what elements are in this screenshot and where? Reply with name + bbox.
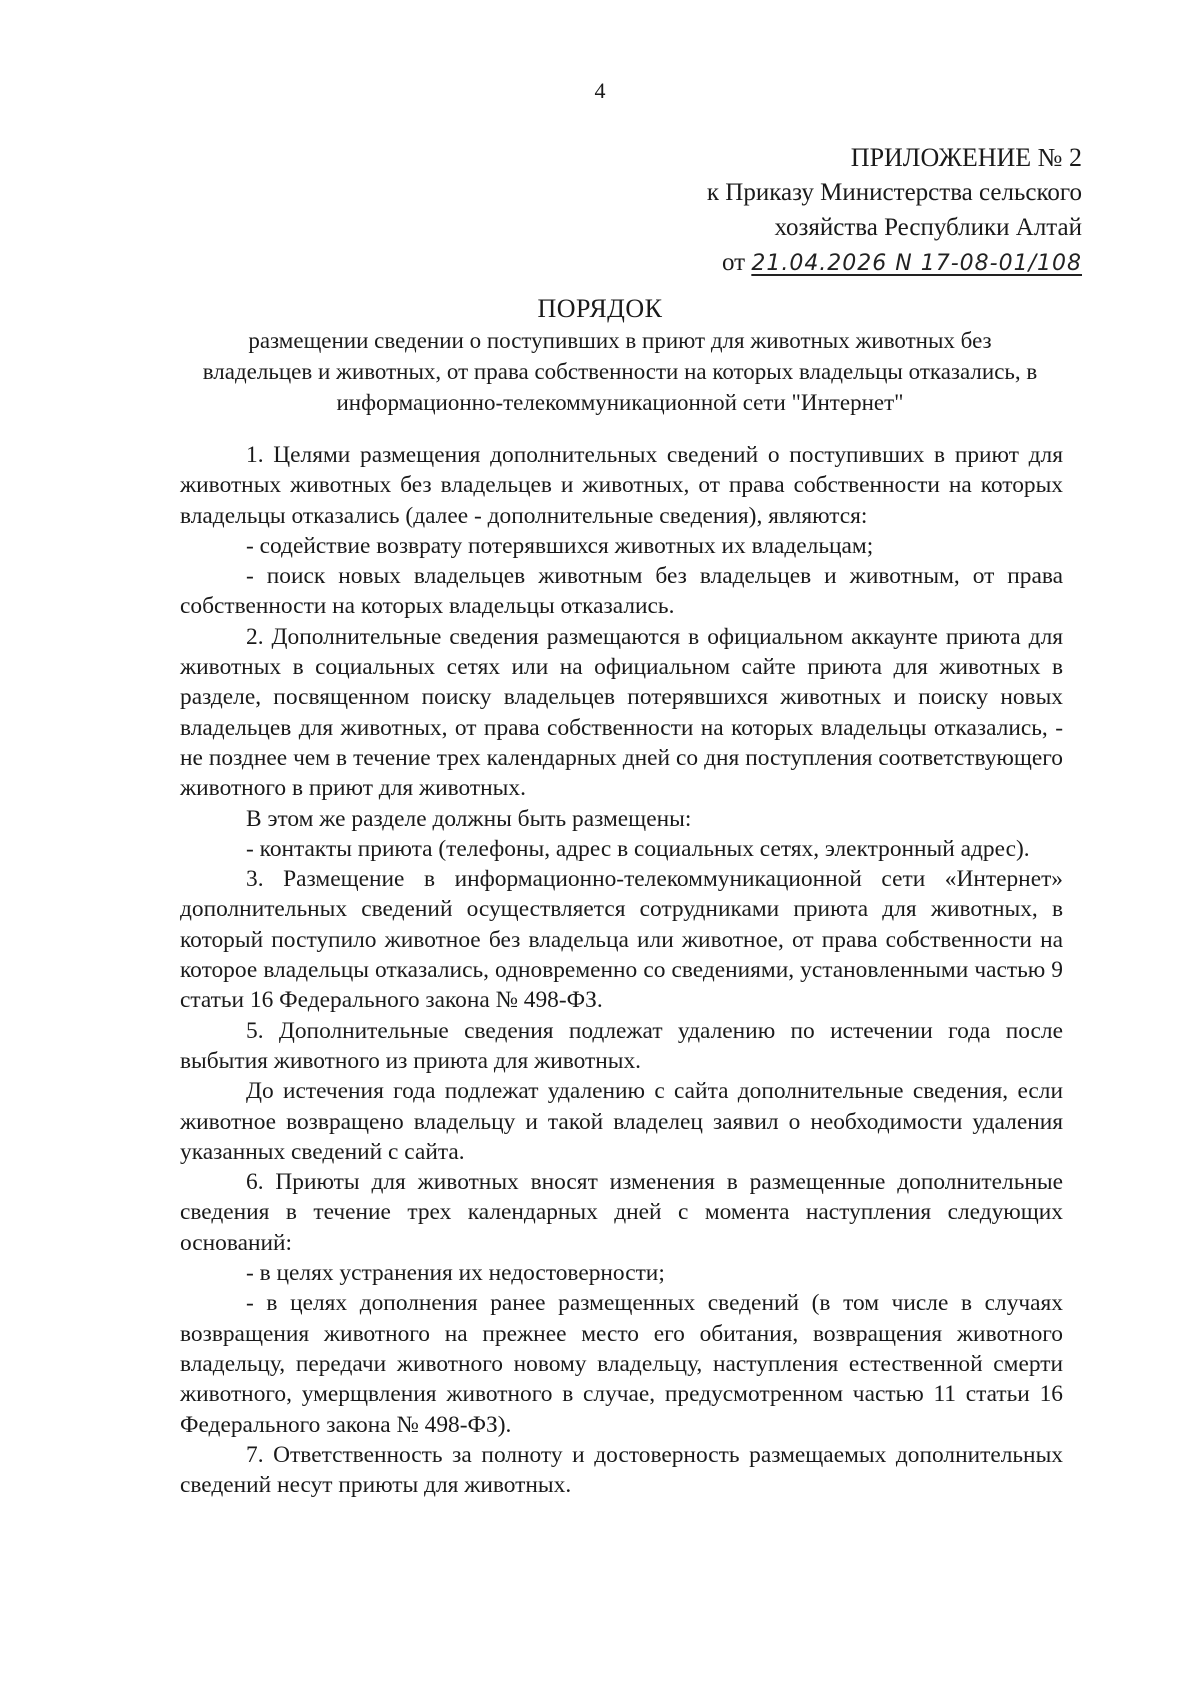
appendix-date-line [707, 245, 1082, 281]
paragraph-1-item-2: - поиск новых владельцев животным без владельцев и животным, от права собственности на которых владельцы отказались. [180, 563, 1063, 620]
document-subtitle [160, 325, 1080, 418]
paragraph-3: 3. Размещение в информационно-телекоммуникационной сети «Интернет» дополнительных сведений осуществляется сотрудниками приюта для животных, в который поступило животное без владельца или животное, от права собственности на которое владельцы отказались, одновременно со сведениями, установленными частью 9 статьи 16 Федерального закона № 498-ФЗ. [180, 866, 1063, 1014]
paragraph-2-note: В этом же разделе должны быть размещены: [246, 805, 692, 832]
appendix-title: ПРИЛОЖЕНИЕ № 2 [850, 143, 1082, 172]
paragraph-6-item-1: - в целях устранения их недостоверности; [246, 1260, 665, 1287]
paragraph-6-item-2: - в целях дополнения ранее размещенных сведений (в том числе в случаях возвращения животного на прежнее место его обитания, возвращения животного владельцу, передачи животного новому владельцу, наступления естественной смерти животного, умерщвления животного в случае, предусмотренном частью 11 статьи 16 Федерального закона № 498-ФЗ). [180, 1290, 1063, 1438]
document-body [180, 440, 1063, 1500]
paragraph-5-note: До истечения года подлежат удалению с сайта дополнительные сведения, если животное возвращено владельцу и такой владелец заявил о необходимости удаления указанных сведений с сайта. [180, 1078, 1063, 1165]
date-prefix: от [721, 249, 746, 276]
paragraph-2-item-1: - контакты приюта (телефоны, адрес в социальных сетях, электронный адрес). [246, 835, 1030, 862]
handwritten-date-number: 21.04.2026 N 17-08-01/108 [751, 251, 1082, 276]
subtitle-line-2: владельцев и животных, от права собственности на которых владельцы отказались, в [202, 359, 1038, 384]
subtitle-line-3: информационно-телекоммуникационной сети "Интернет" [336, 390, 904, 415]
subtitle-line-1: размещении сведении о поступивших в приют для животных животных без [248, 328, 992, 353]
appendix-line-1: к Приказу Министерства сельского [706, 179, 1082, 206]
appendix-line-2: хозяйства Республики Алтай [774, 214, 1082, 241]
paragraph-2: 2. Дополнительные сведения размещаются в официальном аккаунте приюта для животных в социальных сетях или на официальном сайте приюта для животных в разделе, посвященном поиску владельцев потерявшихся животных и поиску новых владельцев для животных, от права собственности на которых владельцы отказались, - не позднее чем в течение трех календарных дней со дня поступления соответствующего животного в приют для животных. [180, 623, 1063, 802]
page-number: 4 [594, 78, 606, 103]
document-title: ПОРЯДОК [537, 294, 663, 323]
appendix-header [707, 140, 1082, 281]
paragraph-5: 5. Дополнительные сведения подлежат удалению по истечении года после выбытия животного из приюта для животных. [180, 1017, 1063, 1074]
paragraph-6: 6. Приюты для животных вносят изменения в размещенные дополнительные сведения в течение трех календарных дней с момента наступления следующих оснований: [180, 1169, 1063, 1256]
paragraph-1-item-1: - содействие возврату потерявшихся животных их владельцам; [246, 532, 874, 559]
paragraph-1: 1. Целями размещения дополнительных сведений о поступивших в приют для животных животных без владельцев и животных, от права собственности на которых владельцы отказались (далее - дополнительные сведения), являются: [180, 442, 1063, 529]
paragraph-7: 7. Ответственность за полноту и достоверность размещаемых дополнительных сведений несут приюты для животных. [180, 1441, 1063, 1499]
